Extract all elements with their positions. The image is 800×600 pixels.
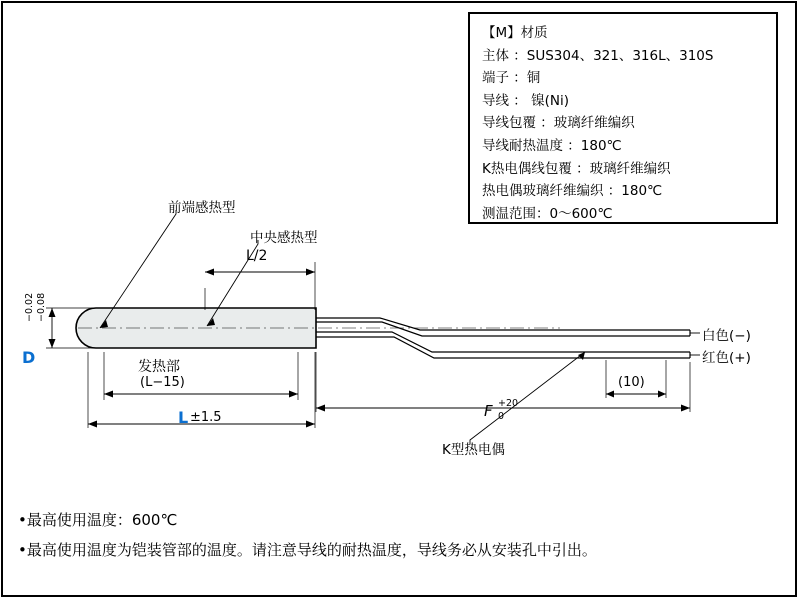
arrow-ten-right (658, 391, 666, 398)
arrow-L-right (306, 421, 315, 428)
material-line-k-temp: 热电偶玻璃纤维编织 ：180℃ (482, 183, 663, 200)
label-dia-tol-top: −0.02 (24, 292, 35, 322)
arrow-D-bottom (49, 339, 56, 348)
label-wire-red: 红色(+) (702, 350, 751, 366)
label-diameter: D (22, 348, 36, 367)
label-front-sensing: 前端感热型 (168, 200, 236, 216)
arrow-D-top (49, 308, 56, 317)
lead-wire-white-lower (316, 322, 690, 336)
note-usage: •最高使用温度为铠装管部的温度。请注意导线的耐热温度，导线务必从安装孔中引出。 (18, 541, 597, 559)
label-total-length-tol: ±1.5 (190, 410, 222, 425)
arrow-thermocouple (578, 352, 585, 360)
notes-block (18, 505, 778, 565)
material-line-body: 主体 ：SUS304、321、316L、310S (482, 47, 714, 64)
material-line-lead-cover: 导线包覆 ：玻璃纤维编织 (482, 115, 635, 132)
label-thermocouple: K型热电偶 (442, 442, 505, 458)
arrow-half-left (205, 269, 214, 276)
label-f-dim: F (484, 402, 493, 420)
lead-wire-red-lower (316, 337, 690, 358)
label-ten: (10) (618, 375, 645, 390)
arrow-heat-right (289, 391, 298, 398)
lead-wire-red-upper (316, 332, 690, 352)
leader-thermocouple (470, 352, 585, 444)
material-line-k-cover: K热电偶线包覆 ：玻璃纤维编织 (482, 160, 671, 177)
arrow-ten-left (606, 391, 614, 398)
label-wire-white: 白色(−) (702, 328, 751, 344)
material-line-lead-temp: 导线耐热温度 ：180℃ (482, 137, 622, 154)
label-center-sensing: 中央感热型 (250, 230, 318, 246)
material-line-range: 测温范围：0～600℃ (482, 205, 613, 222)
label-half-length: L/2 (246, 248, 268, 264)
note-max-temp: •最高使用温度：600℃ (18, 511, 178, 529)
arrow-half-right (306, 269, 315, 276)
material-line-title: 【M】材质 (482, 25, 548, 41)
material-line-terminal: 端子 ：铜 (482, 70, 541, 87)
label-heating-part-sub: (L−15) (140, 375, 185, 390)
label-total-length: L (178, 408, 189, 427)
arrow-L-left (88, 421, 97, 428)
label-heating-part: 发热部 (138, 359, 180, 375)
arrow-F-left (316, 405, 325, 412)
material-line-lead: 导线 ： 镍(Ni) (482, 92, 569, 109)
label-f-tol-top: +20 (498, 398, 519, 409)
arrow-heat-left (104, 391, 113, 398)
label-f-tol-bottom: 0 (498, 411, 505, 422)
arrow-F-right (681, 405, 690, 412)
label-dia-tol-bottom: −0.08 (36, 292, 47, 322)
